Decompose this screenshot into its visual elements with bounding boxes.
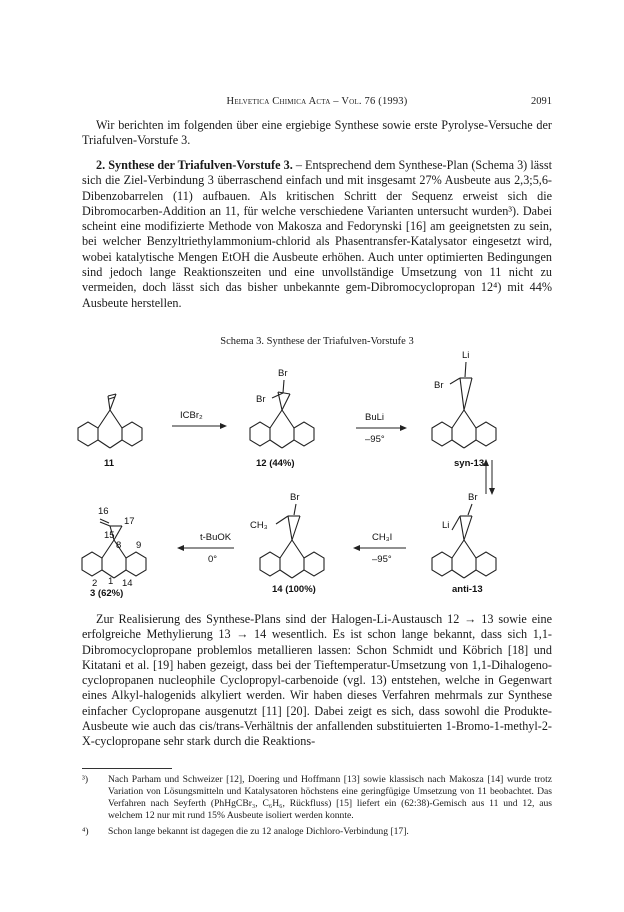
reagent-buli: BuLi <box>365 412 385 423</box>
footnote-4-text: Schon lange bekannt ist dagegen die zu 12 analoge Dichloro-Verbindung [17]. <box>108 826 409 837</box>
num-8: 8 <box>116 540 122 551</box>
arrow-anti13-to-14 <box>353 545 406 551</box>
intro-paragraph <box>82 118 552 149</box>
footnote-3 <box>82 774 552 822</box>
molecule-anti-13 <box>432 504 496 578</box>
num-17: 17 <box>124 516 135 527</box>
label-li-anti: Li <box>442 520 450 531</box>
paragraph-2-text: Zur Realisierung des Synthese-Plans sind der Halogen-Li-Austausch 12 → 13 sowie eine erfolgreiche Methylierung 13 → 14 wesentlich. Es ist schon lange bekannt, dass sich 1,1-Dibromocyclopropane problemlos metallieren lassen: Schon Schmidt und Köbrich [18] und Kitatani et al. [19] haben gezeigt, dass bei der Tieftemperatur-Umsetzung von 1,1-Dihalogeno-cyclopropanen nucleophile Cyclopropyl-carbenoide (vgl. 13) entstehen, welche in Gegenwart eines Alkyl-halogenids alkyliert werden. Wir haben dieses Verfahren mehrmals zur Synthese einfacher Cyclopropane ausgenutzt [11] [20]. Dabei zeigt es sich, dass sowohl die Produkte-Ausbeute wie auch das cis/trans-Verhältnis der anfallenden substituierten 1-Bromo-1-methyl-2-X-cyclopropane sehr stark durch die Reaktions- <box>82 612 552 749</box>
section-heading: 2. Synthese der Triafulven-Vorstufe 3. <box>96 158 293 172</box>
label-br-12b: Br <box>256 394 266 405</box>
compound-anti-13: anti-13 <box>452 584 483 595</box>
reagent-tbuok: t-BuOK <box>200 532 232 543</box>
reaction-scheme <box>60 348 560 598</box>
reagent-temp-3: 0° <box>208 554 218 565</box>
num-1: 1 <box>108 576 114 587</box>
reagent-ch3i: CH₃I <box>372 532 393 543</box>
footnote-3-mark: ³) <box>82 774 89 785</box>
section-2 <box>82 158 552 311</box>
compound-14: 14 (100%) <box>272 584 316 595</box>
section-body: – Entsprechend dem Synthese-Plan (Schema 3) lässt sich die Ziel-Verbindung 3 überraschend einfach und mit insgesamt 27% Ausbeute aus 2,3;5,6-Dibenzobarrelen (11) aufbauen. Als kritischen Schritt der Sequenz erweist sich die Dibromocarben-Addition an 11, für welche verschiedene Varianten untersucht wurden³). Dabei scheint eine modifizierte Methode von Makosza and Fedorynski [16] am geeignetsten zu sein, bei welcher Benzyltriethylammonium-chlorid als Phasentransfer-Katalysator eingesetzt wird, wobei katalytische Mengen EtOH die Ausbeute erhöhen. Auch unter optimierten Bedingungen sind jedoch lange Reaktionszeiten und eine unvollständige Umsetzung von 11 nicht zu vermeiden, doch lässt sich das bisher unbekannte gem-Dibromocyclopropan 12⁴) mit 44% Ausbeute herstellen. <box>82 158 552 310</box>
label-br-14: Br <box>290 492 300 503</box>
arrow-14-to-3 <box>177 545 234 551</box>
label-br-anti: Br <box>468 492 478 503</box>
label-br-syn: Br <box>434 380 444 391</box>
arrow-11-to-12 <box>172 423 227 429</box>
compound-11: 11 <box>104 458 115 469</box>
footnote-rule <box>82 768 172 769</box>
label-ch3-14: CH₃ <box>250 520 268 531</box>
scheme-caption: Schema 3. Synthese der Triafulven-Vorstufe 3 <box>220 336 414 347</box>
journal-title: Helvetica Chimica Acta – Vol. 76 (1993) <box>226 96 408 107</box>
paragraph-2 <box>82 612 552 750</box>
equilibrium-arrows <box>483 459 495 495</box>
page-number: 2091 <box>531 96 552 107</box>
compound-syn-13: syn-13 <box>454 458 485 469</box>
reagent-temp-2: –95° <box>372 554 392 565</box>
intro-text: Wir berichten im folgenden über eine ergiebige Synthese sowie erste Pyrolyse-Versuche der Triafulven-Vorstufe 3. <box>82 118 552 148</box>
compound-12: 12 (44%) <box>256 458 295 469</box>
arrow-12-to-syn13 <box>356 425 407 431</box>
num-14: 14 <box>122 578 133 589</box>
footnote-4 <box>82 826 552 838</box>
footnote-3-text: Nach Parham und Schweizer [12], Doering und Hoffmann [13] sowie klassisch nach Makosza [14] wurde trotz Variation von Lösungsmitteln und Katalysatoren höchstens eine geringfügige Umsetzung von 11 beobachtet. Das Verfahren nach Seyferth (PhHgCBr₃, C₆H₆, Rückfluss) [15] liefert ein (62:38)-Gemisch aus 11 und 12, aus welchem 12 nur mit rund 15% Ausbeute isoliert werden konnte. <box>108 774 552 821</box>
compound-3: 3 (62%) <box>90 588 124 598</box>
running-header <box>82 96 552 110</box>
molecule-12 <box>250 380 314 448</box>
reagent-icbr2: ICBr₂ <box>180 410 203 421</box>
num-2: 2 <box>92 578 98 589</box>
label-li-syn: Li <box>462 350 470 361</box>
scheme-title <box>82 336 552 347</box>
num-9: 9 <box>136 540 142 551</box>
molecule-syn-13 <box>432 362 496 448</box>
molecule-14 <box>260 504 324 578</box>
num-15: 15 <box>104 530 115 541</box>
label-br-12a: Br <box>278 368 288 379</box>
molecule-11 <box>78 394 142 448</box>
num-16: 16 <box>98 506 109 517</box>
footnote-4-mark: ⁴) <box>82 826 89 837</box>
reagent-temp-1: –95° <box>365 434 385 445</box>
